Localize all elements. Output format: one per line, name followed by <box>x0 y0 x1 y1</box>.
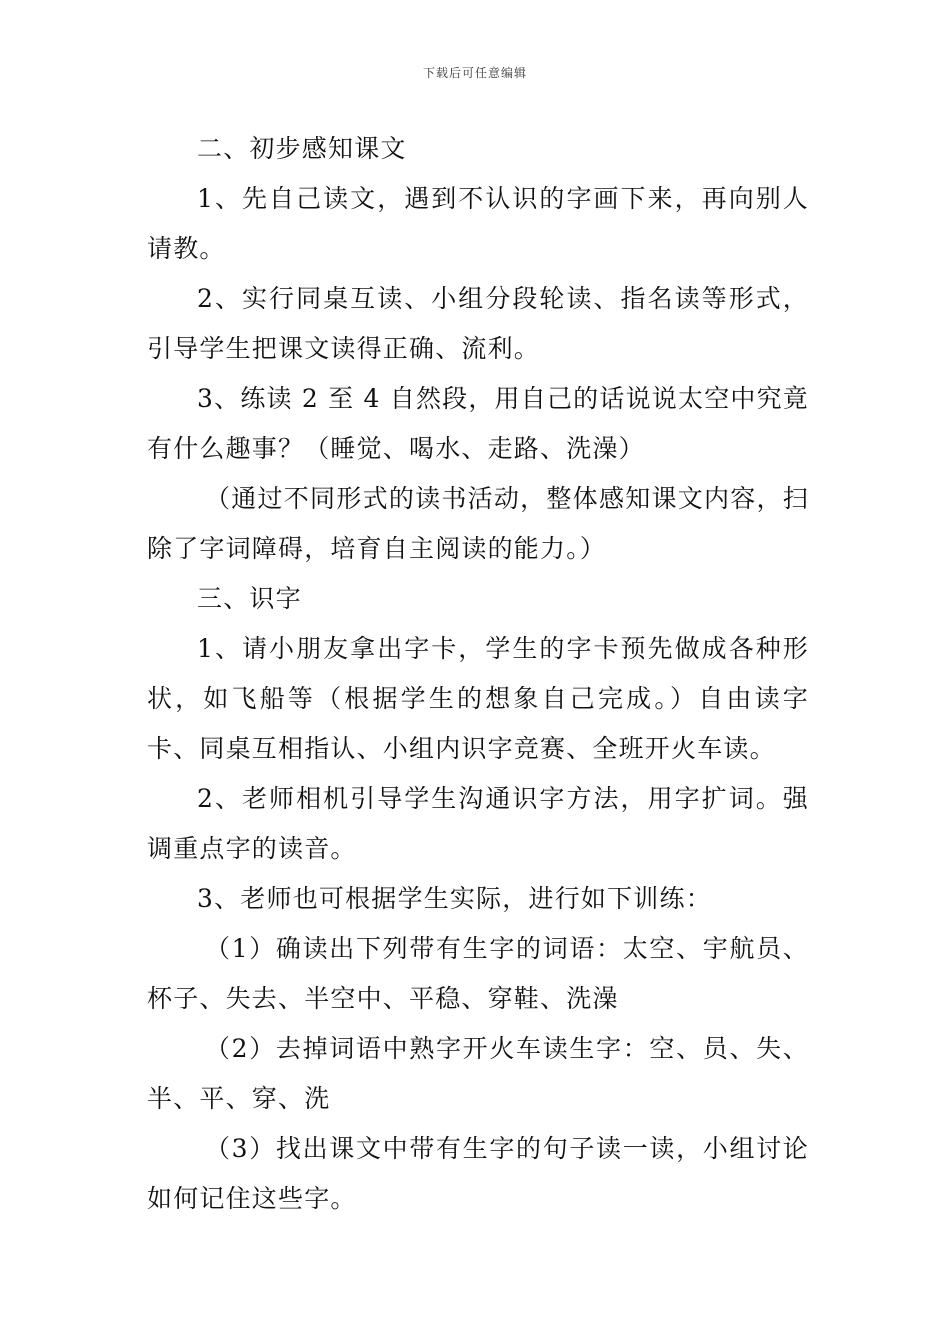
paragraph: 3、老师也可根据学生实际，进行如下训练： <box>197 884 712 913</box>
list-item: （2）去掉词语中熟字开火车读生字：空、员、失、半、平、穿、洗 <box>147 1034 809 1113</box>
paragraph: 1、请小朋友拿出字卡，学生的字卡预先做成各种形状，如飞船等（根据学生的想象自己完成。）自由读字卡、同桌互相指认、小组内识字竞赛、全班开火车读。 <box>147 634 809 763</box>
paragraph-note: （通过不同形式的读书活动，整体感知课文内容，扫除了字词障碍，培育自主阅读的能力。） <box>147 484 809 563</box>
paragraph: 2、实行同桌互读、小组分段轮读、指名读等形式，引导学生把课文读得正确、流利。 <box>147 284 809 363</box>
section-heading-3: 三、识字 <box>197 584 302 613</box>
page-header: 下载后可任意编辑 <box>422 66 527 80</box>
list-item: （3）找出课文中带有生字的句子读一读，小组讨论如何记住这些字。 <box>147 1134 809 1213</box>
document-body <box>147 124 809 1224</box>
paragraph: 1、先自己读文，遇到不认识的字画下来，再向别人请教。 <box>147 184 809 263</box>
paragraph: 3、练读 2 至 4 自然段，用自己的话说说太空中究竟有什么趣事？（睡觉、喝水、走路、洗澡） <box>147 384 809 463</box>
paragraph: 2、老师相机引导学生沟通识字方法，用字扩词。强调重点字的读音。 <box>147 784 809 863</box>
list-item: （1）确读出下列带有生字的词语：太空、宇航员、杯子、失去、半空中、平稳、穿鞋、洗澡 <box>147 934 809 1013</box>
section-heading-2: 二、初步感知课文 <box>197 134 407 163</box>
